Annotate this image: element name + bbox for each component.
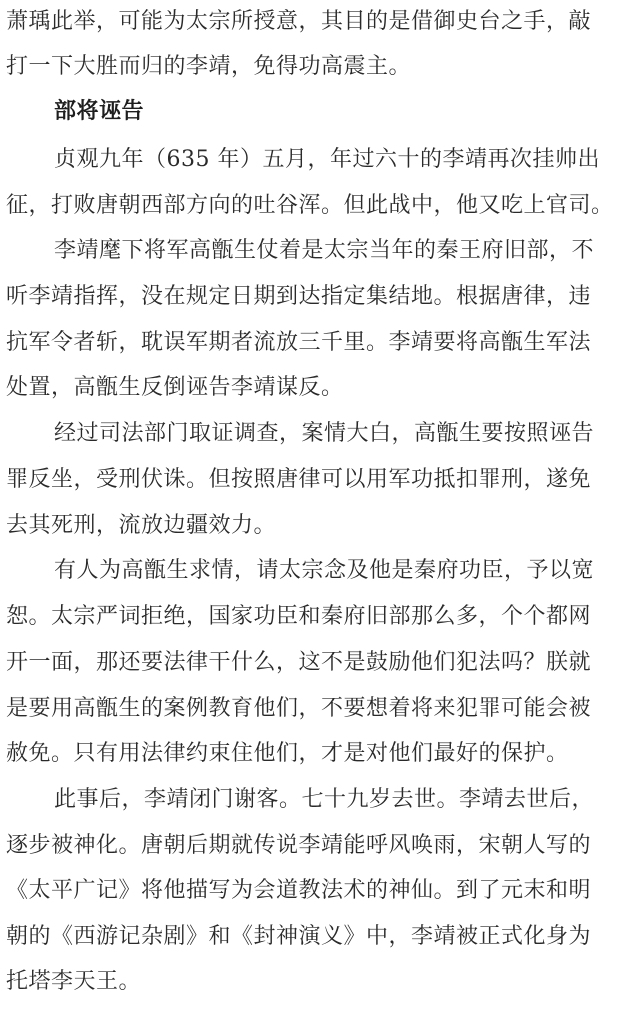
text-line: 朝的《西游记杂剧》和《封神演义》中，李靖被正式化身为 bbox=[6, 924, 592, 949]
paragraph-first-line: 经过司法部门取证调查，案情大白，高甑生要按照诬告 bbox=[54, 421, 595, 446]
text-line: 开一面，那还要法律干什么，这不是鼓励他们犯法吗？朕就 bbox=[6, 650, 592, 675]
paragraph-first-line: 贞观九年（635 年）五月，年过六十的李靖再次挂帅出 bbox=[54, 147, 600, 172]
text-line: 处置，高甑生反倒诬告李靖谋反。 bbox=[6, 375, 344, 400]
section-heading: 部将诬告 bbox=[54, 99, 145, 124]
text-line: 是要用高甑生的案例教育他们，不要想着将来犯罪可能会被 bbox=[6, 696, 592, 721]
text-line: 打一下大胜而归的李靖，免得功高震主。 bbox=[6, 54, 412, 79]
text-line: 托塔李天王。 bbox=[6, 969, 142, 994]
paragraph-first-line: 此事后，李靖闭门谢客。七十九岁去世。李靖去世后， bbox=[54, 787, 595, 812]
text-line: 萧瑀此举，可能为太宗所授意，其目的是借御史台之手，敲 bbox=[6, 9, 592, 34]
text-line: 逐步被神化。唐朝后期就传说李靖能呼风唤雨，宋朝人写的 bbox=[6, 833, 592, 858]
text-line: 去其死刑，流放边疆效力。 bbox=[6, 513, 277, 538]
text-line: 赦免。只有用法律约束住他们，才是对他们最好的保护。 bbox=[6, 741, 569, 766]
text-line: 恕。太宗严词拒绝，国家功臣和秦府旧部那么多，个个都网 bbox=[6, 604, 592, 629]
text-line: 抗军令者斩，耽误军期者流放三千里。李靖要将高甑生军法 bbox=[6, 330, 592, 355]
text-line: 《太平广记》将他描写为会道教法术的神仙。到了元末和明 bbox=[6, 878, 592, 903]
text-line: 征，打败唐朝西部方向的吐谷浑。但此战中，他又吃上官司。 bbox=[6, 193, 614, 218]
paragraph-first-line: 有人为高甑生求情，请太宗念及他是秦府功臣，予以宽 bbox=[54, 558, 595, 583]
text-line: 听李靖指挥，没在规定日期到达指定集结地。根据唐律，违 bbox=[6, 284, 592, 309]
text-line: 罪反坐，受刑伏诛。但按照唐律可以用军功抵扣罪刑，遂免 bbox=[6, 467, 592, 492]
paragraph-first-line: 李靖麾下将军高甑生仗着是太宗当年的秦王府旧部，不 bbox=[54, 238, 595, 263]
